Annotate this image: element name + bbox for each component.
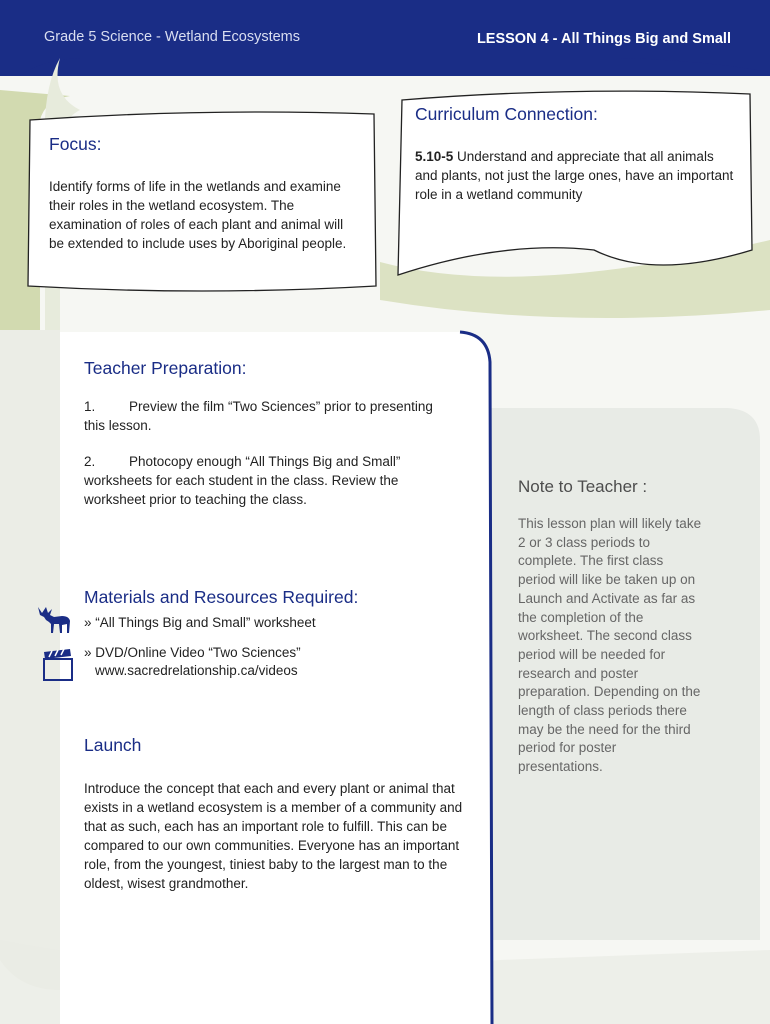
clapperboard-icon <box>42 648 74 682</box>
curriculum-text <box>415 147 735 204</box>
teacher-prep-heading: Teacher Preparation: <box>84 358 247 378</box>
focus-heading: Focus: <box>49 134 102 154</box>
item-number: 1. <box>84 399 96 414</box>
item-text-cont: worksheets for each student in the class. Review the worksheet prior to teaching the class. <box>84 473 399 507</box>
teacher-prep-item-2 <box>84 452 444 509</box>
materials-item-worksheet: » “All Things Big and Small” worksheet <box>84 615 316 630</box>
lesson-title: LESSON 4 - All Things Big and Small <box>476 31 731 47</box>
item-number: 2. <box>84 454 96 469</box>
item-text: Preview the film “Two Sciences” prior to presenting <box>129 399 433 414</box>
note-text: This lesson plan will likely take 2 or 3 class periods to complete. The first class period will like be taken up on Launch and Activate as far as the completion of the worksheet. The second class period will be needed for research and poster preparation. Depending on the length of class periods there may be the need for the third period for poster presentations. <box>518 516 702 775</box>
item-text-cont: this lesson. <box>84 418 152 433</box>
materials-heading: Materials and Resources Required: <box>84 587 359 607</box>
curriculum-description: Understand and appreciate that all animals and plants, not just the large ones, have an important role in a wetland community <box>415 149 734 202</box>
focus-text: Identify forms of life in the wetlands and examine their roles in the wetland ecosystem. The examination of roles of each plant and animal will be extended to include uses by Aboriginal people. <box>49 179 347 251</box>
course-title: Grade 5 Science - Wetland Ecosystems <box>44 29 301 45</box>
teacher-prep-item-1 <box>84 397 474 435</box>
launch-text: Introduce the concept that each and every plant or animal that exists in a wetland ecosystem is a member of a community and that as such, each has an important role to fulfill. This can be compared to our own communities. Everyone has an important role, from the youngest, tiniest baby to the largest man to the oldest, wisest grandmother. <box>84 781 463 891</box>
materials-item-dvd: » DVD/Online Video “Two Sciences” <box>84 645 301 660</box>
launch-heading: Launch <box>84 735 142 755</box>
item-text: Photocopy enough “All Things Big and Small” <box>129 454 401 469</box>
curriculum-heading: Curriculum Connection: <box>415 104 598 124</box>
moose-icon <box>36 603 74 637</box>
materials-item-url[interactable]: www.sacredrelationship.ca/videos <box>95 663 298 678</box>
note-heading: Note to Teacher : <box>518 477 648 496</box>
curriculum-code: 5.10-5 <box>415 149 454 164</box>
